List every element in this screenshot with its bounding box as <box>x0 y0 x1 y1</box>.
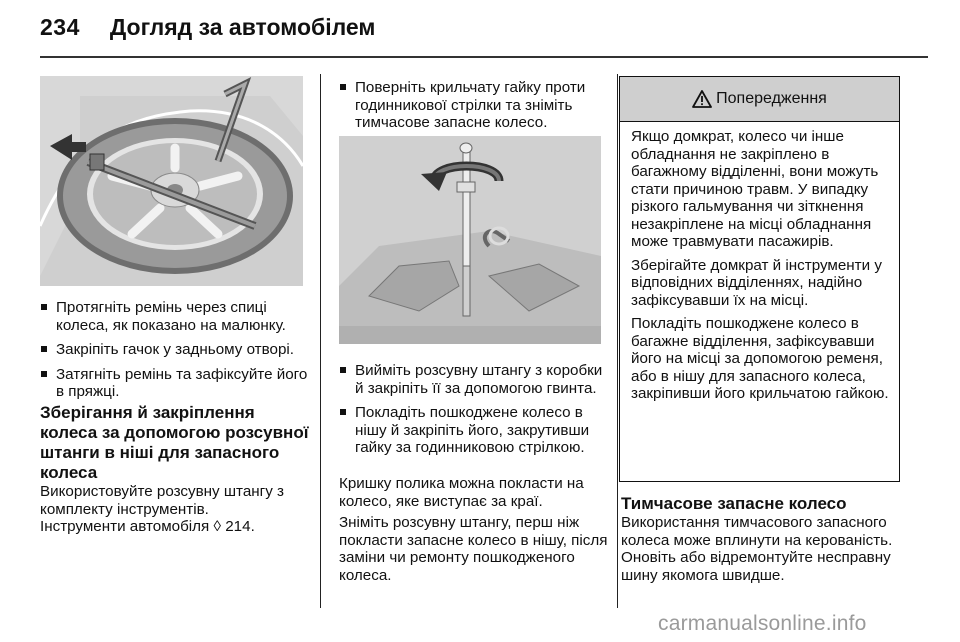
section-storage <box>40 403 310 536</box>
warning-body <box>620 122 899 403</box>
strap-steps-list <box>40 299 310 408</box>
column-divider-2 <box>617 74 618 608</box>
warning-text: Покладіть пошкоджене колесо в багажне відділення, зафіксувавши його на місці за допомогою ременя, або в нішу для запасного колеса, закріпивши його крильчатою гайкою. <box>631 315 889 402</box>
list-item: Покладіть пошкоджене колесо в нішу й закріпіть його, закрутивши гайку за годинниковою стрілкою. <box>339 404 611 457</box>
page-ref-link[interactable]: 214. <box>225 518 255 535</box>
wing-nut-rod-illustration <box>339 136 601 344</box>
section-text: Використовуйте розсувну штангу з комплекту інструментів. <box>40 483 284 518</box>
warning-title: Попередження <box>716 90 827 107</box>
warning-text: Якщо домкрат, колесо чи інше обладнання не закріплено в багажному відділенні, вони можуть стати причиною травм. У випадку різкого гальмування чи зіткнення незакріплене на місці обладнання може травмувати пасажирів. <box>631 128 879 250</box>
warning-triangle-icon <box>692 90 712 108</box>
header-divider <box>40 56 928 58</box>
remove-rod-note: Зніміть розсувну штангу, перш ніж покласти запасне колесо в нішу, після заміни чи ремонту пошкодженого колеса. <box>339 514 608 584</box>
page-header <box>40 14 375 44</box>
list-item: Затягніть ремінь та зафіксуйте його в пряжці. <box>40 366 310 401</box>
page-number: 234 <box>40 14 80 40</box>
list-item: Закріпіть гачок у задньому отворі. <box>40 341 310 359</box>
warning-box <box>619 76 900 482</box>
list-item: Вийміть розсувну штангу з коробки й закріпіть її за допомогою гвинта. <box>339 362 611 397</box>
section-reference: Інструменти автомобіля ◊ 214. <box>40 518 255 535</box>
section-heading: Зберігання й закріплення колеса за допомогою розсувної штанги в ніші для запасного колеса <box>40 403 309 482</box>
list-item: Протягніть ремінь через спиці колеса, як показано на малюнку. <box>40 299 310 334</box>
list-item: Поверніть крильчату гайку проти годинникової стрілки та зніміть тимчасове запасне колесо. <box>339 79 609 132</box>
section-temporary-spare <box>621 494 903 584</box>
remove-spare-steps-list <box>339 79 609 139</box>
cover-note: Кришку полика можна покласти на колесо, яке виступає за краї. <box>339 475 584 510</box>
page-title: Догляд за автомобілем <box>109 14 376 40</box>
warning-header <box>620 77 899 122</box>
section-text: Використання тимчасового запасного колеса може вплинути на керованість. Оновіть або відремонтуйте несправну шину якомога швидше. <box>621 514 893 584</box>
page-ref-icon: ◊ <box>213 518 221 535</box>
warning-text: Зберігайте домкрат й інструменти у відповідних відділеннях, надійно зафіксувавши їх на місці. <box>631 256 882 309</box>
column-divider-1 <box>320 74 321 608</box>
watermark: carmanualsonline.info <box>658 612 867 635</box>
section-heading: Тимчасове запасне колесо <box>621 494 847 513</box>
stow-damaged-steps-list <box>339 362 611 464</box>
spare-wheel-strap-illustration <box>40 76 303 286</box>
